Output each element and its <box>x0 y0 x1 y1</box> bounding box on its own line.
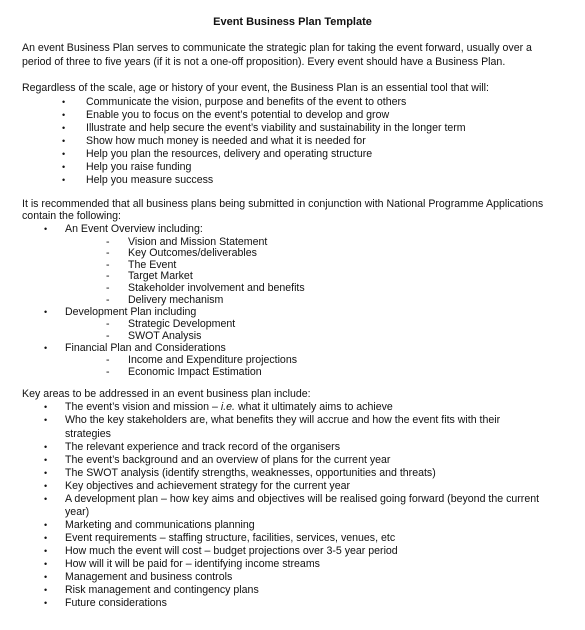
key-lead: Key areas to be addressed in an event business plan include: <box>22 388 311 400</box>
dash-icon: - <box>106 247 110 259</box>
dash-icon: - <box>106 294 110 306</box>
bullet-icon: • <box>62 97 66 107</box>
bullet-icon: • <box>44 224 48 234</box>
dash-icon: - <box>106 354 110 366</box>
document-title: Event Business Plan Template <box>213 16 372 28</box>
bullet-icon: • <box>44 598 48 608</box>
bullet-icon: • <box>62 110 66 120</box>
intro-line: period of three to five years (if it is not a one-off proposition). Every event should have a Business Plan. <box>22 56 506 68</box>
bullet-icon: • <box>62 123 66 133</box>
document-page: Event Business Plan Template An event Business Plan serves to communicate the strategic plan for taking the event forward, usually over a period of three to five years (if it is not a one-off proposition). Every event should have a Business Plan. Regardless of the scale, age or history of your event, the Business Plan is an essential tool that will: • Communicate the vision, purpose and benefits of the event to others • Enable you to focus on the event’s potential to develop and grow • Illustrate and help secure the event’s viability and sustainability in the longer term • Show how much money is needed and what it is needed for • Help you plan the resources, delivery and operating structure • Help you raise funding • Help you measure success It is recommended that all business plans being submitted in conjunction with National Programme Applications contain the following: • An Event Overview including: - Vision and Mission Statement - Key Outcomes/deliverables - The Event - Target Market - Stakeholder involvement and benefits - Delivery mechanism • Development Plan including - Strategic Development - SWOT Analysis • Financial Plan and Considerations - Income and Expenditure projections - Economic Impact Estimation Key areas to be addressed in an event business plan include: • The event’s vision and mission – i.e. what it ultimately aims to achieve • Who the key stakeholders are, what benefits they will accrue and how the event fits with their strategies • The relevant experience and track record of the organisers • The event’s background and an overview of plans for the current year • The SWOT analysis (identify strengths, weaknesses, opportunities and threats) • Key objectives and achievement strategy for the current year • A development plan – how key aims and objectives will be realised going forward (beyond the current year) • Marketing and communications planning • Event requirements – staffing structure, facilities, services, venues, etc • How much the event will cost – budget projections over 3-5 year period • How will it will be paid for – identifying income streams • Management and business controls • Risk management and contingency plans • Future considerations <box>0 0 585 630</box>
bullet-icon: • <box>44 559 48 569</box>
recommend-line: contain the following: <box>22 210 121 222</box>
bullet-icon: • <box>44 468 48 478</box>
intro-line: An event Business Plan serves to communicate the strategic plan for taking the event forward, usually over a <box>22 42 532 54</box>
dash-icon: - <box>106 366 110 378</box>
bullet-icon: • <box>62 149 66 159</box>
bullet-icon: • <box>44 307 48 317</box>
bullet-icon: • <box>44 442 48 452</box>
dash-icon: - <box>106 270 110 282</box>
bullet-icon: • <box>44 455 48 465</box>
bullet-icon: • <box>44 533 48 543</box>
bullet-icon: • <box>62 175 66 185</box>
bullet-icon: • <box>44 343 48 353</box>
bullet-icon: • <box>44 546 48 556</box>
dash-icon: - <box>106 282 110 294</box>
dash-icon: - <box>106 330 110 342</box>
bullet-icon: • <box>44 494 48 504</box>
bullet-icon: • <box>44 520 48 530</box>
bullet-icon: • <box>44 572 48 582</box>
dash-icon: - <box>106 236 110 248</box>
bullet-icon: • <box>44 415 48 425</box>
bullet-icon: • <box>62 136 66 146</box>
bullet-icon: • <box>62 162 66 172</box>
tool-lead: Regardless of the scale, age or history of your event, the Business Plan is an essential tool that will: <box>22 82 489 94</box>
recommend-line: It is recommended that all business plans being submitted in conjunction with National Programme Applications <box>22 198 544 210</box>
dash-icon: - <box>106 259 110 271</box>
dash-icon: - <box>106 318 110 330</box>
bullet-icon: • <box>44 585 48 595</box>
bullet-icon: • <box>44 402 48 412</box>
bullet-icon: • <box>44 481 48 491</box>
